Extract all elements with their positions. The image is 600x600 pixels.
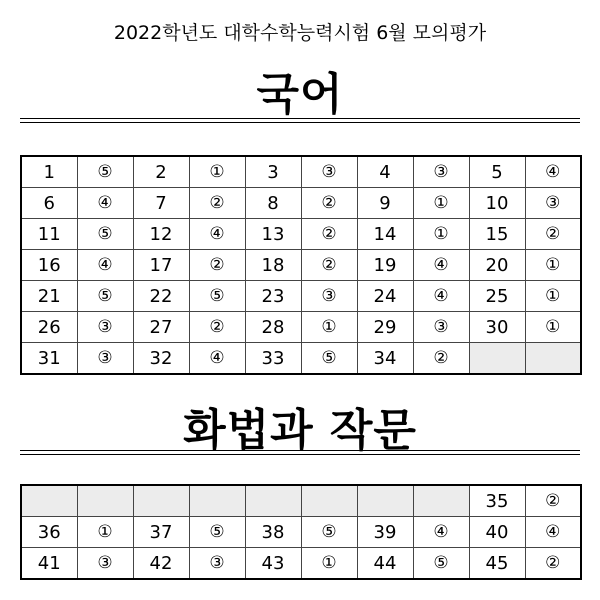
question-number: 41 <box>21 548 77 580</box>
question-number: 19 <box>357 250 413 281</box>
answer-choice: ⑤ <box>77 281 133 312</box>
answer-choice: ③ <box>413 312 469 343</box>
answer-choice: ③ <box>189 548 245 580</box>
answer-choice: ② <box>301 219 357 250</box>
question-number: 39 <box>357 517 413 548</box>
empty-cell <box>413 485 469 517</box>
writing-title-divider <box>20 450 580 455</box>
question-number: 27 <box>133 312 189 343</box>
answer-choice: ① <box>525 250 581 281</box>
empty-cell <box>77 485 133 517</box>
table-row <box>21 517 581 548</box>
table-row <box>21 156 581 188</box>
answer-choice: ④ <box>189 219 245 250</box>
question-number: 10 <box>469 188 525 219</box>
empty-cell <box>133 485 189 517</box>
question-number: 8 <box>245 188 301 219</box>
answer-choice: ① <box>301 312 357 343</box>
question-number: 44 <box>357 548 413 580</box>
question-number: 31 <box>21 343 77 375</box>
answer-choice: ④ <box>77 250 133 281</box>
answer-choice: ② <box>413 343 469 375</box>
table-row <box>21 250 581 281</box>
answer-choice: ② <box>525 485 581 517</box>
answer-choice: ② <box>189 188 245 219</box>
answer-choice: ③ <box>77 312 133 343</box>
table-row <box>21 188 581 219</box>
answer-choice: ② <box>189 250 245 281</box>
question-number: 30 <box>469 312 525 343</box>
question-number: 34 <box>357 343 413 375</box>
empty-cell <box>469 343 525 375</box>
answer-choice: ② <box>301 250 357 281</box>
question-number: 38 <box>245 517 301 548</box>
question-number: 5 <box>469 156 525 188</box>
question-number: 4 <box>357 156 413 188</box>
answer-choice: ① <box>413 188 469 219</box>
answer-choice: ④ <box>77 188 133 219</box>
answer-choice: ⑤ <box>77 219 133 250</box>
answer-choice: ④ <box>525 156 581 188</box>
question-number: 16 <box>21 250 77 281</box>
empty-cell <box>525 343 581 375</box>
table-row <box>21 343 581 375</box>
question-number: 25 <box>469 281 525 312</box>
answer-choice: ⑤ <box>189 281 245 312</box>
korean-section-title: 국어 <box>256 69 344 120</box>
answer-choice: ⑤ <box>301 517 357 548</box>
answer-choice: ① <box>189 156 245 188</box>
question-number: 26 <box>21 312 77 343</box>
question-number: 2 <box>133 156 189 188</box>
answer-choice: ① <box>413 219 469 250</box>
empty-cell <box>189 485 245 517</box>
question-number: 32 <box>133 343 189 375</box>
question-number: 17 <box>133 250 189 281</box>
question-number: 29 <box>357 312 413 343</box>
table-row <box>21 312 581 343</box>
question-number: 11 <box>21 219 77 250</box>
answer-choice: ③ <box>413 156 469 188</box>
question-number: 14 <box>357 219 413 250</box>
answer-choice: ④ <box>189 343 245 375</box>
question-number: 33 <box>245 343 301 375</box>
answer-choice: ③ <box>77 548 133 580</box>
writing-section-title: 화법과 작문 <box>183 405 417 456</box>
korean-title-divider <box>20 118 580 123</box>
korean-answer-table <box>20 155 582 375</box>
answer-choice: ⑤ <box>189 517 245 548</box>
question-number: 24 <box>357 281 413 312</box>
empty-cell <box>301 485 357 517</box>
question-number: 3 <box>245 156 301 188</box>
question-number: 37 <box>133 517 189 548</box>
empty-cell <box>357 485 413 517</box>
question-number: 7 <box>133 188 189 219</box>
question-number: 22 <box>133 281 189 312</box>
answer-choice: ② <box>301 188 357 219</box>
answer-choice: ② <box>525 219 581 250</box>
answer-choice: ① <box>77 517 133 548</box>
question-number: 23 <box>245 281 301 312</box>
answer-choice: ⑤ <box>77 156 133 188</box>
answer-choice: ⑤ <box>413 548 469 580</box>
answer-choice: ③ <box>301 281 357 312</box>
answer-choice: ② <box>525 548 581 580</box>
answer-choice: ④ <box>413 281 469 312</box>
writing-answer-table <box>20 484 582 580</box>
question-number: 13 <box>245 219 301 250</box>
table-row <box>21 485 581 517</box>
question-number: 20 <box>469 250 525 281</box>
question-number: 36 <box>21 517 77 548</box>
question-number: 43 <box>245 548 301 580</box>
table-row <box>21 219 581 250</box>
question-number: 42 <box>133 548 189 580</box>
question-number: 45 <box>469 548 525 580</box>
answer-choice: ④ <box>413 250 469 281</box>
answer-choice: ④ <box>525 517 581 548</box>
question-number: 12 <box>133 219 189 250</box>
answer-choice: ③ <box>525 188 581 219</box>
answer-choice: ③ <box>77 343 133 375</box>
answer-choice: ① <box>301 548 357 580</box>
answer-choice: ② <box>189 312 245 343</box>
question-number: 6 <box>21 188 77 219</box>
answer-choice: ① <box>525 312 581 343</box>
question-number: 21 <box>21 281 77 312</box>
empty-cell <box>245 485 301 517</box>
answer-choice: ④ <box>413 517 469 548</box>
question-number: 40 <box>469 517 525 548</box>
question-number: 15 <box>469 219 525 250</box>
question-number: 28 <box>245 312 301 343</box>
empty-cell <box>21 485 77 517</box>
exam-title: 2022학년도 대학수학능력시험 6월 모의평가 <box>113 22 487 44</box>
table-row <box>21 281 581 312</box>
answer-choice: ③ <box>301 156 357 188</box>
question-number: 18 <box>245 250 301 281</box>
question-number: 1 <box>21 156 77 188</box>
answer-choice: ① <box>525 281 581 312</box>
question-number: 35 <box>469 485 525 517</box>
answer-choice: ⑤ <box>301 343 357 375</box>
question-number: 9 <box>357 188 413 219</box>
table-row <box>21 548 581 580</box>
